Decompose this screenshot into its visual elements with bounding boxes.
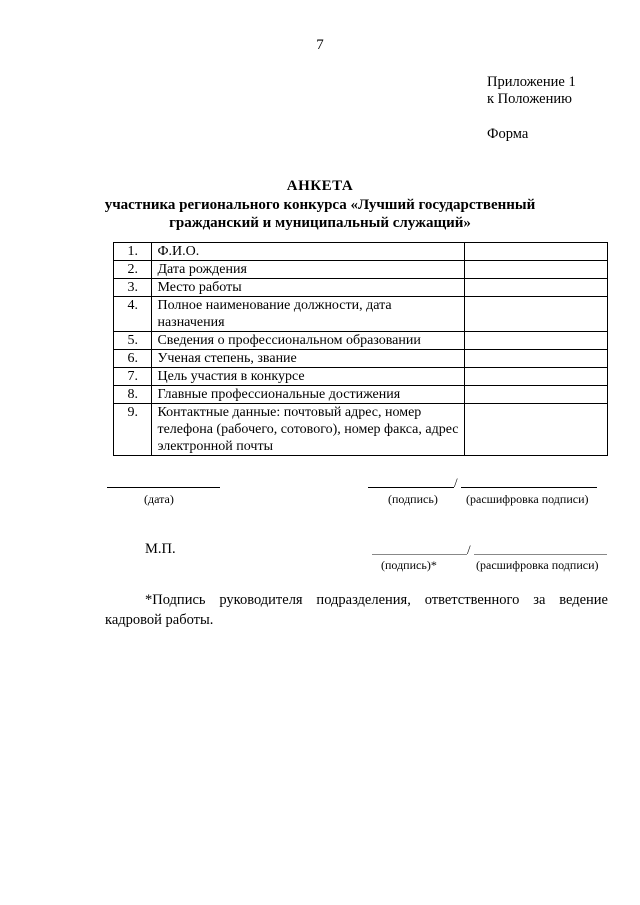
questionnaire-table <box>113 242 608 456</box>
signature-line <box>368 487 454 488</box>
row-number: 7. <box>114 368 152 386</box>
row-value-field[interactable] <box>465 368 608 386</box>
manager-signature-line <box>372 554 467 555</box>
page-number: 7 <box>316 37 324 53</box>
row-number: 6. <box>114 350 152 368</box>
table-row <box>114 279 608 297</box>
signature-separator: / <box>454 475 458 490</box>
footnote: *Подпись руководителя подразделения, ответственного за ведение кадровой работы. <box>105 592 608 628</box>
row-label: Дата рождения <box>152 261 465 279</box>
document-subtitle-line-1: участника регионального конкурса «Лучший государственный <box>104 197 536 213</box>
table-row <box>114 332 608 350</box>
document-title: АНКЕТА <box>286 178 354 194</box>
manager-signature-separator: / <box>467 542 471 557</box>
row-number: 1. <box>114 243 152 261</box>
table-row <box>114 404 608 456</box>
date-label: (дата) <box>144 492 174 506</box>
appendix-line-1: Приложение 1 <box>487 74 576 90</box>
table-row <box>114 243 608 261</box>
manager-signature-label: (подпись)* <box>381 558 437 572</box>
table-row <box>114 350 608 368</box>
table-row <box>114 261 608 279</box>
table-row <box>114 297 608 332</box>
row-label: Контактные данные: почтовый адрес, номер телефона (рабочего, сотового), номер факса, адрес электронной почты <box>152 404 465 456</box>
row-number: 4. <box>114 297 152 332</box>
decoding-label: (расшифровка подписи) <box>466 492 589 506</box>
stamp-label: М.П. <box>145 541 176 557</box>
signature-label: (подпись) <box>388 492 438 506</box>
row-value-field[interactable] <box>465 279 608 297</box>
row-value-field[interactable] <box>465 386 608 404</box>
appendix-reference <box>487 74 576 108</box>
document-subtitle-line-2: гражданский и муниципальный служащий» <box>169 215 471 231</box>
row-number: 3. <box>114 279 152 297</box>
row-value-field[interactable] <box>465 243 608 261</box>
row-number: 8. <box>114 386 152 404</box>
row-label: Цель участия в конкурсе <box>152 368 465 386</box>
row-label: Главные профессиональные достижения <box>152 386 465 404</box>
table-row <box>114 368 608 386</box>
appendix-line-2: к Положению <box>487 91 572 107</box>
row-number: 9. <box>114 404 152 456</box>
row-label: Ф.И.О. <box>152 243 465 261</box>
row-number: 2. <box>114 261 152 279</box>
row-value-field[interactable] <box>465 332 608 350</box>
decoding-line <box>461 487 597 488</box>
row-label: Полное наименование должности, дата назначения <box>152 297 465 332</box>
table-row <box>114 386 608 404</box>
row-value-field[interactable] <box>465 350 608 368</box>
date-line <box>107 487 220 488</box>
row-number: 5. <box>114 332 152 350</box>
row-value-field[interactable] <box>465 297 608 332</box>
manager-decoding-label: (расшифровка подписи) <box>476 558 599 572</box>
row-label: Сведения о профессиональном образовании <box>152 332 465 350</box>
row-label: Место работы <box>152 279 465 297</box>
form-label: Форма <box>487 126 529 142</box>
manager-decoding-line <box>474 554 607 555</box>
row-label: Ученая степень, звание <box>152 350 465 368</box>
row-value-field[interactable] <box>465 404 608 456</box>
row-value-field[interactable] <box>465 261 608 279</box>
